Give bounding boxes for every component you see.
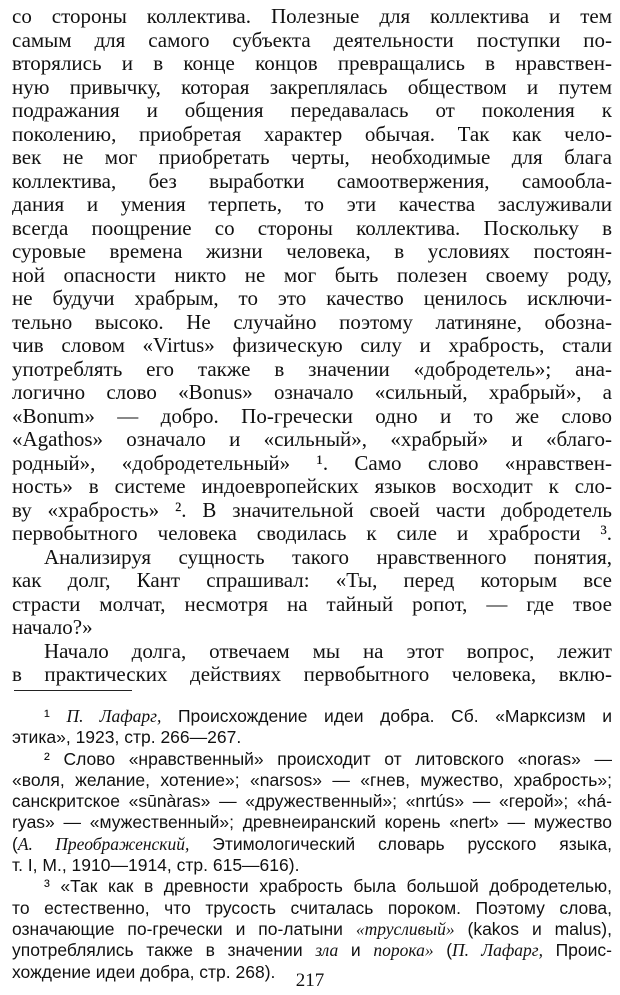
italic-text: А. Преображенский,: [17, 833, 190, 854]
footnotes: [12, 706, 612, 983]
italic-text: П. Лафарг,: [452, 940, 543, 961]
text-segment: то естественно, что трусость считалась пороком. Поэтому слова,: [12, 897, 612, 918]
text-line: самым для самого субъекта деятельности поступки по-: [12, 27, 612, 52]
text-segment: хождение идеи добра, стр. 268).: [12, 961, 276, 982]
footnote-line: [12, 876, 612, 897]
footnote-line: [12, 834, 612, 855]
text-line: логично слово «Bonus» означало «сильный, храбрый», а: [12, 380, 612, 404]
text-line: «Bonum» — добро. По-гречески одно и то же слово: [12, 403, 612, 428]
footnote-line: [12, 898, 612, 919]
text-line: «Agathos» означало и «сильный», «храбрый» и «благо-: [12, 427, 612, 451]
text-segment: «воля, желание, хотение»; «narsos» — «гнев, мужество, храбрость»;: [12, 769, 612, 790]
footnote-line: [12, 855, 612, 876]
text-line: со стороны коллектива. Полезные для коллектива и тем: [12, 4, 612, 28]
text-segment: (: [12, 833, 18, 854]
text-line: век не мог приобретать черты, необходимые для блага: [12, 145, 612, 169]
text-segment: (: [433, 940, 453, 961]
footnote-line: [12, 919, 612, 940]
text-line: в практических действиях первобытного человека, вклю-: [12, 662, 612, 686]
text-line: употреблять его также в значении «добродетель»; ана-: [12, 356, 612, 381]
italic-text: зла: [315, 940, 339, 961]
text-line: ной опасности никто не мог быть полезен своему роду,: [12, 262, 612, 287]
text-line: страсти молчат, несмотря на тайный ропот, — где твое: [12, 591, 612, 616]
text-line: вторялись и в конце концов превращались в нравствен-: [12, 51, 612, 75]
text-segment: ² Слово «нравственный» происходит от литовского «noras» —: [44, 748, 612, 769]
italic-text: порока»: [373, 940, 434, 961]
text-segment: Происхождение идеи добра. Сб. «Марксизм и: [161, 706, 612, 726]
text-segment: употреблялись также в значении: [12, 940, 316, 961]
footnote-line: [12, 727, 612, 748]
text-line: как долг, Кант спрашивал: «Ты, перед которым все: [12, 568, 612, 592]
text-line: тельно высоко. Не случайно поэтому латиняне, обозна-: [12, 309, 612, 334]
text-segment: этика», 1923, стр. 266—267.: [12, 727, 242, 748]
text-line: ву «храбрость» ². В значительной своей части добродетель: [12, 497, 612, 522]
text-line: подражания и общения передавалась от поколения к: [12, 98, 612, 122]
text-line: родный», «добродетельный» ¹. Само слово «нравствен-: [12, 450, 612, 475]
text-segment: т. I, М., 1910—1914, стр. 615—616).: [12, 855, 300, 876]
italic-text: П. Лафарг,: [66, 706, 162, 726]
text-line: Начало долга, отвечаем мы на этот вопрос, лежит: [44, 638, 612, 663]
text-line: коллектива, без выработки самоотвержения, самообла-: [12, 168, 612, 193]
text-line: дания и умения терпеть, то эти качества заслуживали: [12, 192, 612, 216]
text-segment: и: [338, 940, 374, 961]
text-segment: ryas» — «мужественный»; древнеиранский корень «nert» — мужество: [12, 812, 612, 833]
text-line: всегда поощрение со стороны коллектива. Поскольку в: [12, 215, 612, 240]
text-segment: (kakos и malus),: [454, 918, 612, 939]
text-line: ность» в системе индоевропейских языков восходит к сло-: [12, 474, 612, 498]
text-line: первобытного человека сводилась к силе и храбрости ³.: [12, 521, 612, 545]
text-line: чив словом «Virtus» физическую силу и храбрость, стали: [12, 333, 612, 357]
text-segment: Проис-: [542, 940, 612, 961]
text-line: поколению, приобретая характер обычая. Так как чело-: [12, 121, 612, 146]
text-line: Анализируя сущность такого нравственного понятия,: [44, 544, 612, 569]
text-line: ную привычку, которая закреплялась обществом и путем: [12, 74, 612, 99]
text-line: суровые времена жизни человека, в условиях постоян-: [12, 239, 612, 263]
text-segment: означающие по-гречески и по-латыни: [12, 918, 356, 939]
text-line: начало?»: [12, 615, 93, 639]
text-segment: санскритское «sūnàras» — «дружественный»; «nrtús» — «герой»; «há-: [12, 791, 612, 812]
text-line: не будучи храбрым, то это качество ценилось исключи-: [12, 286, 612, 310]
footnote-line: [12, 770, 612, 791]
page-number: 217: [295, 970, 325, 991]
text-segment: ¹: [44, 706, 67, 726]
text-segment: ³ «Так как в древности храбрость была большой добродетелью,: [44, 876, 612, 897]
footnote-line: [12, 706, 612, 727]
footnote-line: [12, 791, 612, 812]
footnote-divider: [14, 690, 132, 691]
footnote-line: [12, 749, 612, 770]
footnote-line: [12, 812, 612, 833]
footnote-line: [12, 940, 612, 961]
body-text: [12, 5, 612, 687]
italic-text: «трусливый»: [355, 918, 455, 939]
text-segment: Этимологический словарь русского языка,: [189, 833, 612, 854]
